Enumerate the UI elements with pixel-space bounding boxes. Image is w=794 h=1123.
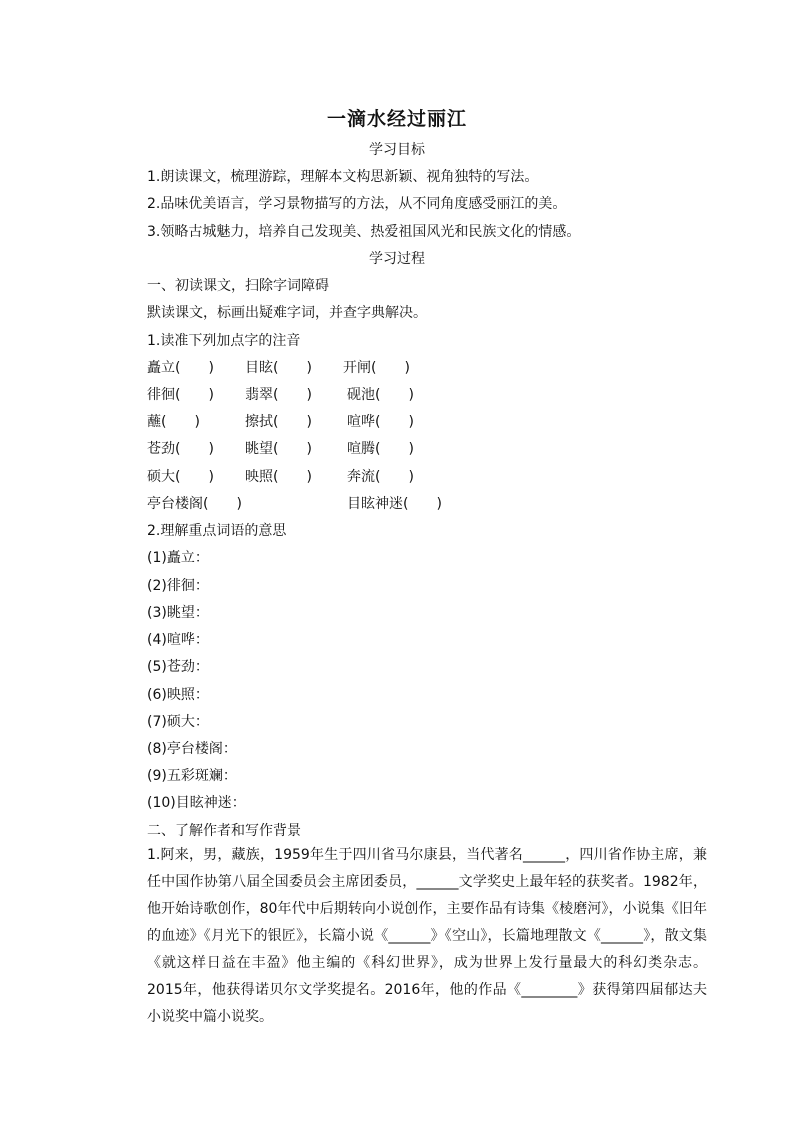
vocab-item: (9)五彩斑斓：	[147, 768, 237, 784]
pinyin-item: 开闸( )	[343, 360, 410, 376]
goal-item-1: 1.朗读课文，梳理游踪，理解本文构思新颖、视角独特的写法。	[147, 169, 539, 185]
pinyin-item: 翡翠( )	[245, 387, 312, 403]
vocab-item: (8)亭台楼阁：	[147, 741, 237, 757]
pinyin-item: 矗立( )	[147, 360, 214, 376]
vocab-item: (7)硕大：	[147, 714, 209, 730]
pinyin-item: 目眩神迷( )	[347, 496, 442, 512]
vocab-item: (2)徘徊：	[147, 578, 209, 594]
instruction-text: 默读课文，标画出疑难字词，并查字典解决。	[147, 305, 427, 321]
goal-item-2: 2.品味优美语言，学习景物描写的方法，从不同角度感受丽江的美。	[147, 196, 567, 212]
pinyin-item: 蘸( )	[147, 414, 200, 430]
pinyin-item: 映照( )	[245, 469, 312, 485]
pinyin-item: 亭台楼阁( )	[147, 496, 242, 512]
pinyin-item: 眺望( )	[245, 441, 312, 457]
pinyin-item: 苍劲( )	[147, 441, 214, 457]
goal-item-3: 3.领略古城魅力，培养自己发现美、热爱祖国风光和民族文化的情感。	[147, 224, 581, 240]
process-heading: 学习过程	[369, 251, 425, 267]
pinyin-item: 喧哗( )	[347, 414, 414, 430]
pinyin-item: 目眩( )	[245, 360, 312, 376]
vocab-item: (6)映照：	[147, 687, 209, 703]
page-title: 一滴水经过丽江	[326, 108, 467, 130]
vocab-item: (3)眺望：	[147, 605, 209, 621]
section-1-heading: 一、初读课文，扫除字词障碍	[147, 278, 329, 294]
pinyin-item: 硕大( )	[147, 469, 214, 485]
pinyin-item: 奔流( )	[347, 469, 414, 485]
vocab-item: (5)苍劲：	[147, 659, 209, 675]
author-text: 1.阿来，男，藏族，1959年生于四川省马尔康县，当代著名______，四川省作协主席，兼任中国作协第八届全国委员会主席团委员，______文学奖史上最年轻的获奖者。1982年，他开始诗歌创作，80年代中后期转向小说创作，主要作品有诗集《棱磨河》，小说集《旧年的血迹》《月光下的银匠》，长篇小说《______》《空山》，长篇地理散文《______》，散文集《就这样日益在丰盈》他主编的《科幻世界》，成为世界上发行量最大的科幻类杂志。2015年，他获得诺贝尔文学奖提名。2016年，他的作品《________》获得第四届郁达夫小说奖中篇小说奖。	[147, 847, 707, 1025]
pinyin-item: 擦拭( )	[245, 414, 312, 430]
vocab-item: (4)喧哗：	[147, 632, 209, 648]
vocab-item: (10)目眩神迷：	[147, 795, 246, 811]
pinyin-item: 喧腾( )	[347, 441, 414, 457]
pinyin-item: 砚池( )	[347, 387, 414, 403]
question-1: 1.读准下列加点字的注音	[147, 333, 301, 349]
goals-heading: 学习目标	[369, 142, 425, 158]
section-2-heading: 二、了解作者和写作背景	[147, 823, 301, 839]
vocab-item: (1)矗立：	[147, 550, 209, 566]
question-2: 2.理解重点词语的意思	[147, 523, 287, 539]
author-paragraph	[147, 842, 707, 1031]
pinyin-item: 徘徊( )	[147, 387, 214, 403]
